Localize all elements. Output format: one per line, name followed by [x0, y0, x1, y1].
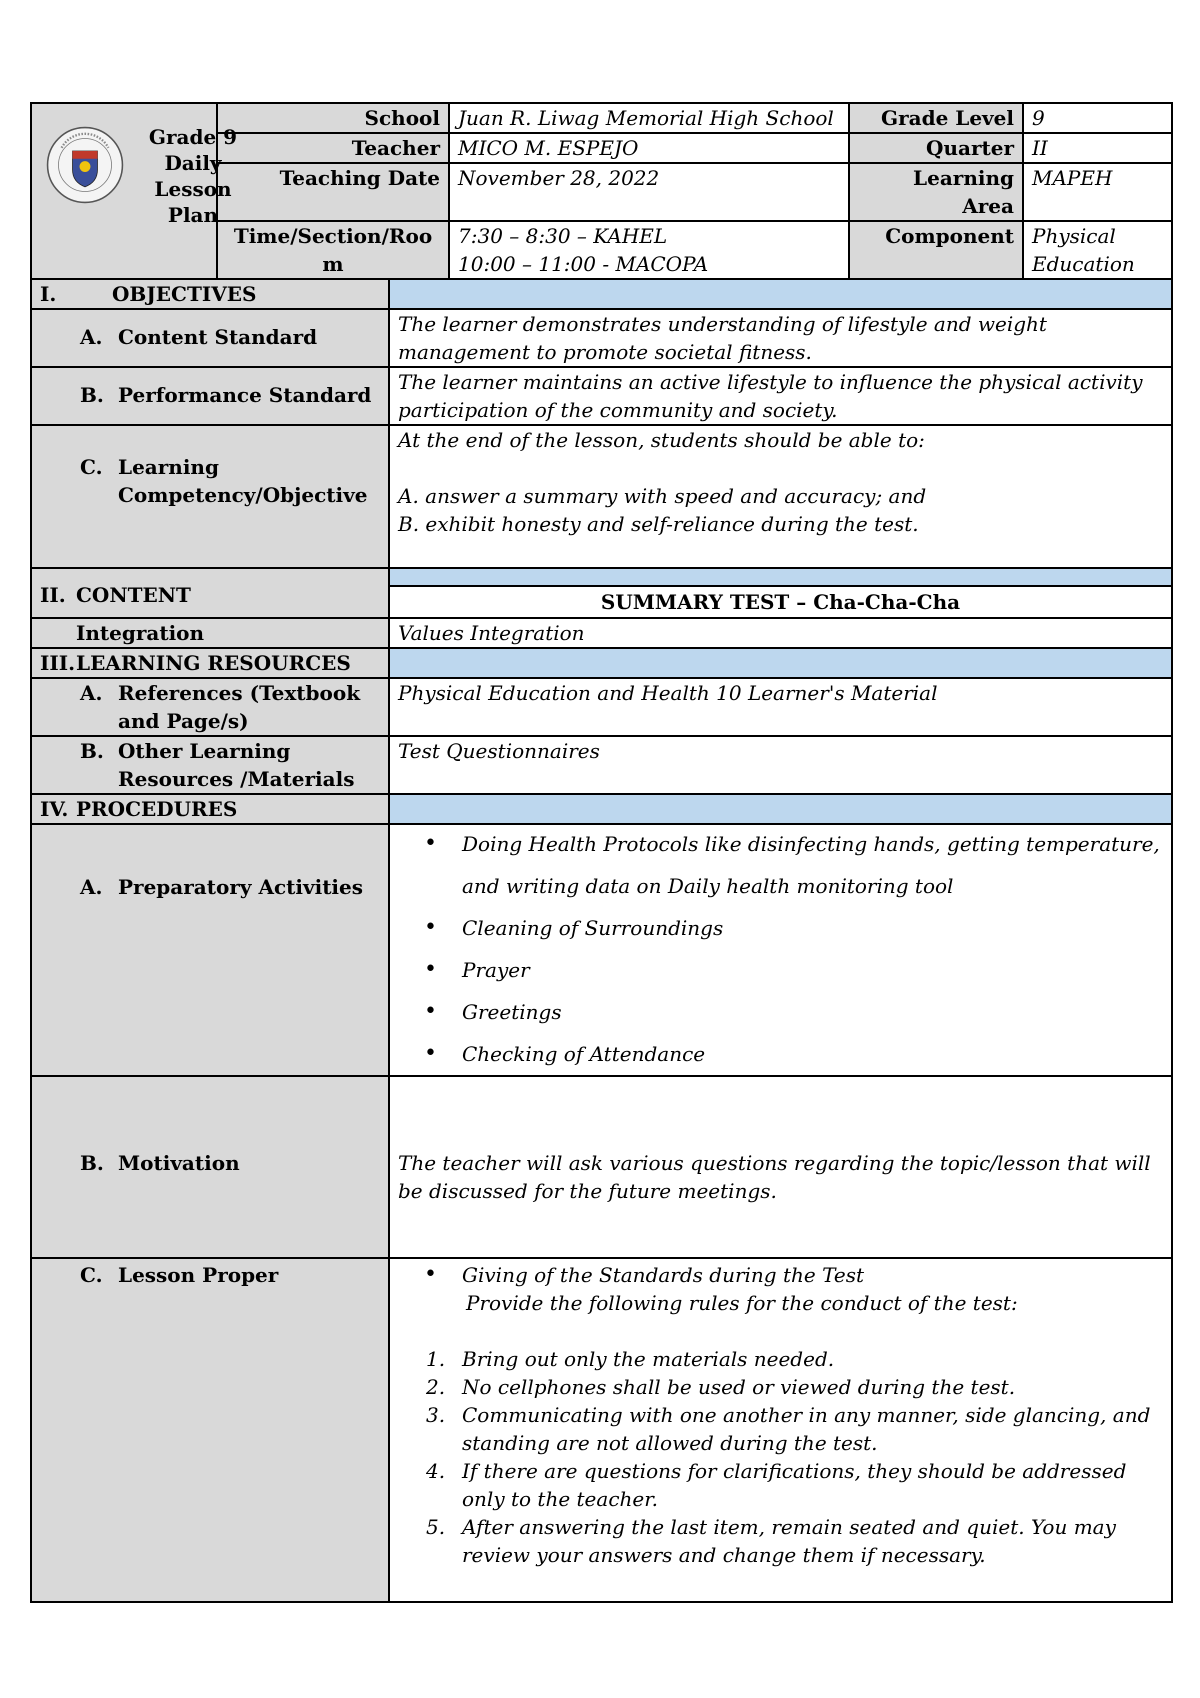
preparatory-list [389, 824, 1172, 1076]
references-label: A. References (Textbook and Page/s) [31, 678, 389, 736]
teacher-value: MICO M. ESPEJO [449, 133, 849, 163]
deped-seal-logo [46, 126, 124, 204]
list-item: • Checking of Attendance [462, 1033, 1163, 1075]
grade-level-value: 9 [1023, 103, 1172, 133]
learning-competency-text: At the end of the lesson, students should be able to: A. answer a summary with speed and accuracy; and B. exhibit honesty and self-reliance during the test. [389, 425, 1172, 568]
integration-label: Integration [31, 618, 389, 648]
component-label: Component [849, 221, 1023, 279]
resources-band [389, 648, 1172, 678]
other-resources-label: B. Other Learning Resources /Materials [31, 736, 389, 794]
rule-item: 3. Communicating with one another in any manner, side glancing, and standing are not allowed during the test. [426, 1403, 1151, 1455]
other-resources-text: Test Questionnaires [389, 736, 1172, 794]
rule-item: 1. Bring out only the materials needed. [426, 1347, 835, 1371]
dlp-title: Grade 9 Daily Lesson Plan [148, 125, 238, 227]
school-label: School [217, 103, 449, 133]
list-item: • Cleaning of Surroundings [462, 907, 1163, 949]
teacher-label: Teacher [217, 133, 449, 163]
references-text: Physical Education and Health 10 Learner's Material [389, 678, 1172, 736]
lesson-proper-content [389, 1258, 1172, 1602]
header-table [30, 102, 1173, 280]
content-heading: II. CONTENT [31, 568, 389, 618]
logo-title-cell [31, 103, 238, 279]
list-item: • Giving of the Standards during the Test Provide the following rules for the conduct of the test: [462, 1261, 1163, 1317]
lesson-proper-label: C. Lesson Proper [31, 1258, 389, 1602]
time-section-value: 7:30 – 8:30 – KAHEL 10:00 – 11:00 - MACOPA [449, 221, 849, 279]
grade-level-label: Grade Level [849, 103, 1023, 133]
teaching-date-label: Teaching Date [217, 163, 449, 221]
learning-area-label: Learning Area [849, 163, 1023, 221]
content-topic: SUMMARY TEST – Cha-Cha-Cha [600, 590, 961, 614]
motivation-text: The teacher will ask various questions regarding the topic/lesson that will be discussed for the future meetings. [389, 1076, 1172, 1258]
objectives-heading: I. OBJECTIVES [31, 279, 389, 309]
content-standard-text: The learner demonstrates understanding of lifestyle and weight management to promote societal fitness. [389, 309, 1172, 367]
rule-item: 2. No cellphones shall be used or viewed during the test. [426, 1375, 1016, 1399]
preparatory-label: A. Preparatory Activities [31, 824, 389, 1076]
list-item: • Prayer [462, 949, 1163, 991]
time-section-label: Time/Section/Roo m [217, 221, 449, 279]
content-band [390, 569, 1171, 587]
objectives-band [389, 279, 1172, 309]
procedures-band [389, 794, 1172, 824]
procedures-heading: IV. PROCEDURES [31, 794, 389, 824]
performance-standard-label: B. Performance Standard [31, 367, 389, 425]
list-item: • Doing Health Protocols like disinfecting hands, getting temperature, and writing data on Daily health monitoring tool [462, 823, 1163, 907]
quarter-value: II [1023, 133, 1172, 163]
component-value: Physical Education [1023, 221, 1172, 279]
resources-heading: III.LEARNING RESOURCES [31, 648, 389, 678]
objective-item: A. answer a summary with speed and accuracy; and [398, 484, 927, 508]
rule-item: 5. After answering the last item, remain seated and quiet. You may review your answers and change them if necessary. [426, 1515, 1116, 1567]
rule-item: 4. If there are questions for clarifications, they should be addressed only to the teacher. [426, 1459, 1127, 1511]
objective-item: B. exhibit honesty and self-reliance during the test. [398, 512, 919, 536]
list-item: • Greetings [462, 991, 1163, 1033]
performance-standard-text: The learner maintains an active lifestyle to influence the physical activity participation of the community and society. [389, 367, 1172, 425]
learning-area-value: MAPEH [1023, 163, 1172, 221]
content-standard-label: A. Content Standard [31, 309, 389, 367]
quarter-label: Quarter [849, 133, 1023, 163]
lesson-plan-table [30, 278, 1173, 1603]
integration-value: Values Integration [389, 618, 1172, 648]
school-value: Juan R. Liwag Memorial High School [449, 103, 849, 133]
motivation-label: B. Motivation [31, 1076, 389, 1258]
teaching-date-value: November 28, 2022 [449, 163, 849, 221]
learning-competency-label: C. Learning Competency/Objective [31, 425, 389, 568]
